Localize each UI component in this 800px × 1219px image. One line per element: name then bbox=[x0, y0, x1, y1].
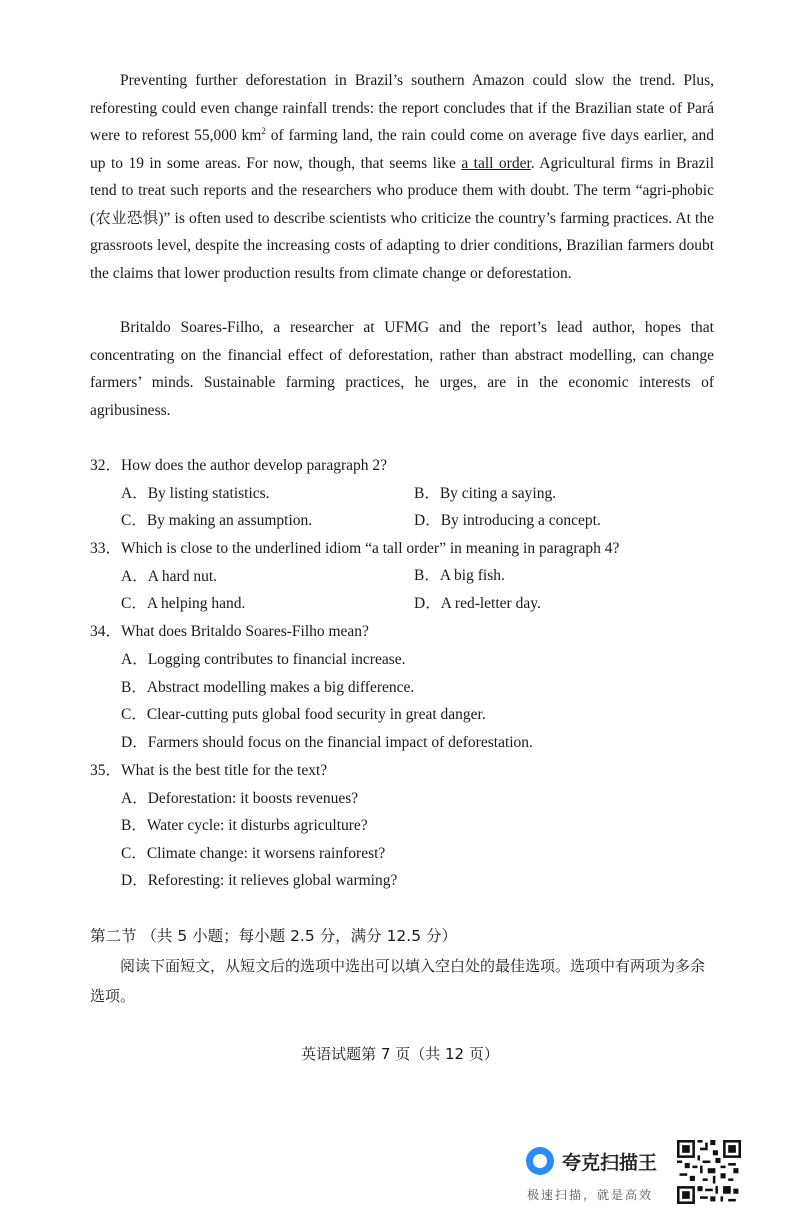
question-32 bbox=[90, 456, 730, 476]
option-a: A．By listing statistics. bbox=[121, 485, 270, 502]
question-34 bbox=[90, 622, 730, 642]
page-footer: 英语试题第 7 页（共 12 页） bbox=[301, 1045, 499, 1063]
question-text: 34．What does Britaldo Soares-Filho mean? bbox=[90, 623, 369, 640]
scanner-tagline: 极速扫描，就是高效 bbox=[527, 1188, 654, 1202]
scanner-logo-icon bbox=[526, 1147, 554, 1175]
passage-paragraph-5: Britaldo Soares-Filho, a researcher at UFMG and the report’s lead author, hopes that concentrating on the financial effect of deforestation, rather than abstract modelling, can change farmers’ minds. Sustainable farming practices, he urges, are in the economic interests of agribusiness. bbox=[90, 319, 714, 419]
option-d: D．Farmers should focus on the financial impact of deforestation. bbox=[121, 734, 533, 751]
option-b: B．By citing a saying. bbox=[414, 485, 557, 502]
question-text: 35．What is the best title for the text? bbox=[90, 762, 328, 779]
scanner-watermark-logo bbox=[526, 1147, 657, 1175]
option-d: D．A red-letter day. bbox=[414, 595, 541, 612]
option-b: B．A big fish. bbox=[414, 567, 505, 584]
option-c: C．By making an assumption. bbox=[121, 512, 313, 529]
section-instruction: 阅读下面短文，从短文后的选项中选出可以填入空白处的最佳选项。选项中有两项为多余选项。 bbox=[90, 957, 706, 1005]
option-b: B．Water cycle: it disturbs agriculture? bbox=[121, 817, 368, 834]
option-c: C．Climate change: it worsens rainforest? bbox=[121, 845, 386, 862]
scanner-app-name: 夸克扫描王 bbox=[562, 1151, 658, 1174]
option-c: C．A helping hand. bbox=[121, 595, 246, 612]
question-33 bbox=[90, 539, 730, 559]
question-text: 32．How does the author develop paragraph 2? bbox=[90, 457, 387, 474]
option-a: A．Logging contributes to financial increase. bbox=[121, 651, 406, 668]
question-text: 33．Which is close to the underlined idiom “a tall order” in meaning in paragraph 4? bbox=[90, 540, 620, 557]
option-a: A．A hard nut. bbox=[121, 568, 218, 585]
option-b: B．Abstract modelling makes a big difference. bbox=[121, 679, 415, 696]
option-a: A．Deforestation: it boosts revenues? bbox=[121, 790, 359, 807]
option-d: D．Reforesting: it relieves global warming? bbox=[121, 872, 398, 889]
passage-paragraph-4: Preventing further deforestation in Brazil’s southern Amazon could slow the trend. Plus, reforesting could even change rainfall trends: the report concludes that if the Brazilian state of Pará were to reforest 55,000 $km^2$ of farming land, the rain could come on average five days earlier, and up to 19 in some areas. For now, though, that seems like a tall order. Agricultural firms in Brazil tend to treat such reports and the researchers who produce them with doubt. The term “agri-phobic (农业恐惧)” is often used to describe scientists who criticize the country’s farming practices. At the grassroots level, despite the increasing costs of adapting to drier conditions, Brazilian farmers doubt the claims that lower production results from climate change or deforestation. bbox=[90, 72, 715, 282]
underlined-idiom: a tall order bbox=[461, 154, 531, 172]
option-c: C．Clear-cutting puts global food security in great danger. bbox=[121, 706, 486, 723]
qr-code-icon bbox=[677, 1140, 741, 1204]
question-35 bbox=[90, 761, 730, 781]
section-heading: 第二节 （共 5 小题；每小题 2.5 分，满分 12.5 分） bbox=[90, 927, 458, 945]
option-d: D．By introducing a concept. bbox=[414, 512, 601, 529]
